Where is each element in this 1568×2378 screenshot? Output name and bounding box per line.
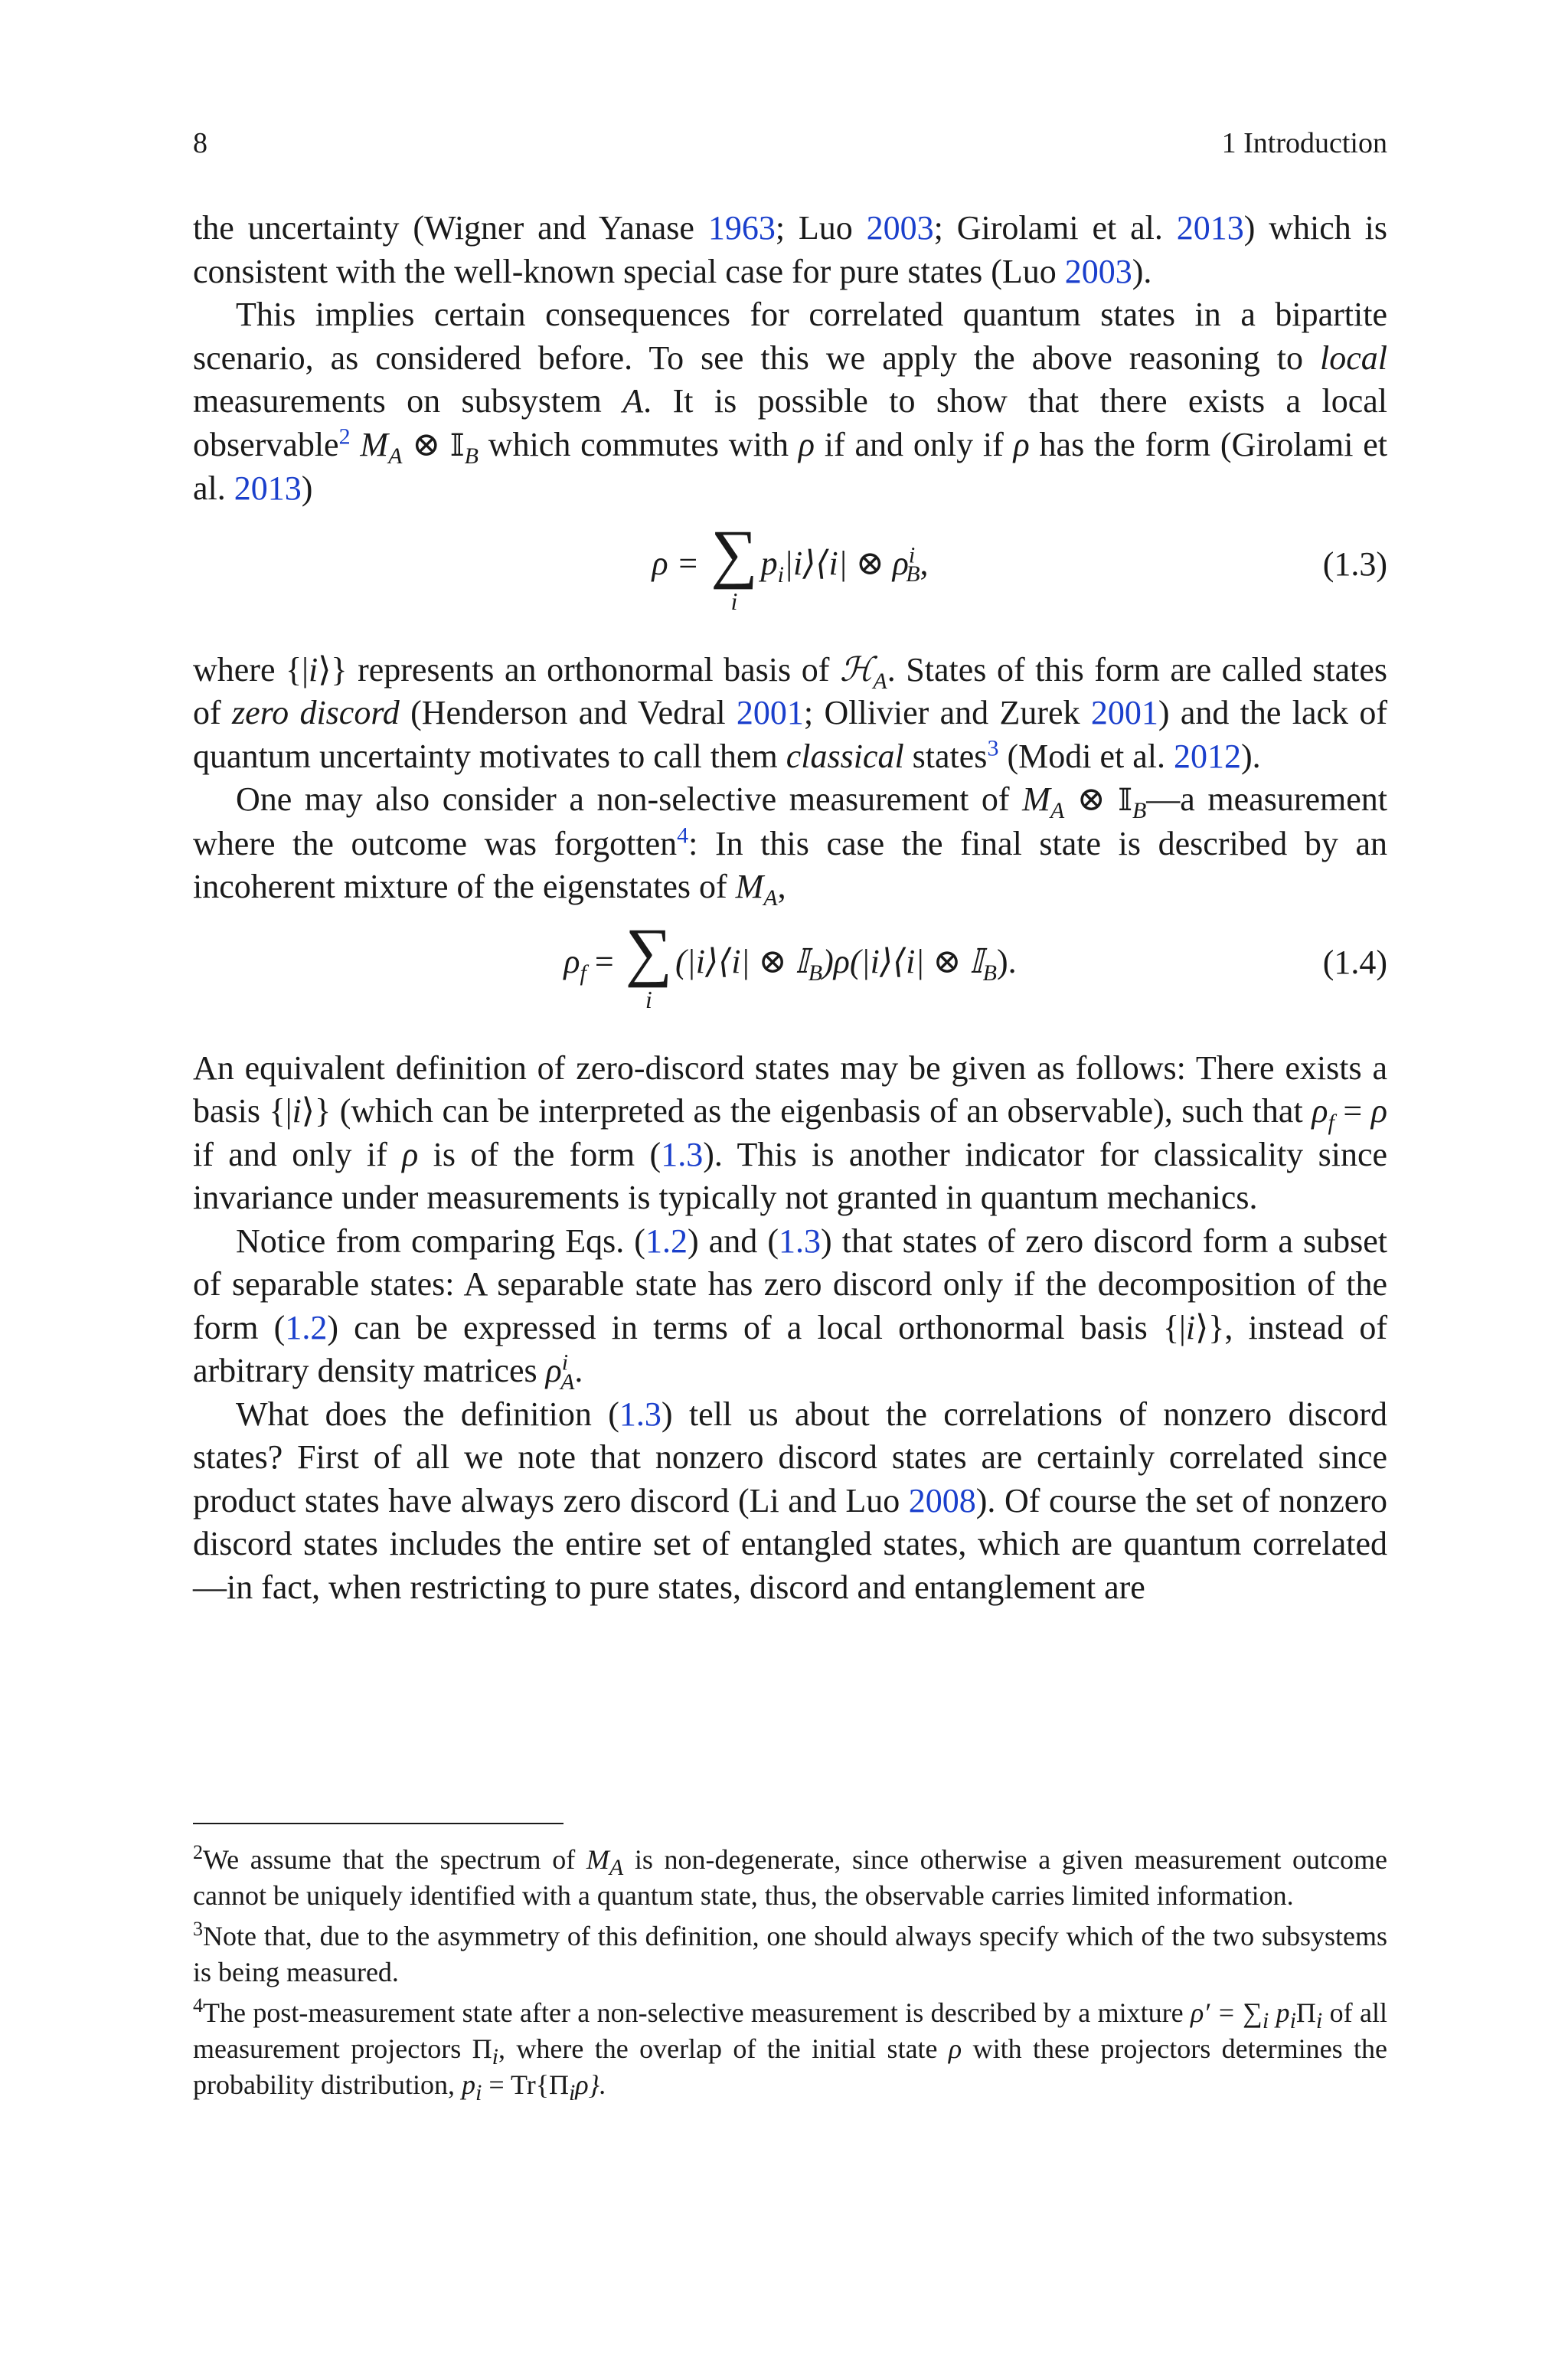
equation-ref[interactable]: 1.3 <box>619 1395 662 1433</box>
equation-ref[interactable]: 1.3 <box>778 1222 821 1260</box>
running-header <box>193 124 1387 162</box>
emphasis: local <box>1320 339 1387 377</box>
running-head-title: 1 Introduction <box>1221 127 1387 159</box>
citation-link[interactable]: 2013 <box>234 469 302 507</box>
citation-link[interactable]: 2003 <box>1064 252 1132 290</box>
emphasis: zero discord <box>231 694 400 731</box>
footnote-ref-4[interactable]: 4 <box>677 822 689 848</box>
paragraph-4: One may also consider a non-selective measurement of $M_A$ ⊗ 𝕀$_B$—a measurement where the outcome was forgotten$^4$: In this case the final state is described by an incoherent mixture of the eigenstates of $M_A$, <box>193 780 1388 911</box>
citation-link[interactable]: 2012 <box>1173 737 1241 775</box>
page-number: 8 <box>193 127 207 159</box>
citation-link[interactable]: 1963 <box>707 209 776 247</box>
equation-ref[interactable]: 1.3 <box>661 1135 704 1173</box>
paragraph-6: Notice from comparing Eqs. (1.2) and (1.3) that states of zero discord form a subset of separable states: A separable state has zero discord only if the decomposition of the form (1.2) can be expressed in terms of a local orthonormal basis {|i⟩}, instead of arbitrary density matrices $\rho^i_A$. <box>193 1222 1387 1395</box>
footnote-4: $^4$The post-measurement state after a non-selective measurement is described by a mixture $\rho' = \sum_i$ $p_i\Pi_i$ of all measurement projectors $\Pi_i$, where the overlap of the initial state ρ with these projectors determines the probability distribution, $p_i = Tr\{\Pi_i\rho\}$. <box>193 1994 1387 2106</box>
equation-ref[interactable]: 1.2 <box>285 1308 328 1346</box>
equation-math: $\rho_f$ = ∑ i (|i⟩⟨i| ⊗ 𝕀$_B$)ρ(|i⟩⟨i| ⊗ 𝕀$_B$). <box>564 914 1017 1013</box>
summation-sign: ∑ i <box>625 914 672 1013</box>
equation-1-3 <box>193 515 1387 635</box>
citation-link[interactable]: 2001 <box>1090 694 1158 731</box>
paragraph-2: This implies certain consequences for correlated quantum states in a bipartite scenario, as considered before. To see this we apply the above reasoning to local measurements on subsystem A. It is possible to show that there exists a local observable$^2$ $M_A$ ⊗ 𝕀$_B$ which commutes with ρ if and only if ρ has the form (Girolami et al. 2013) <box>193 296 1388 507</box>
citation-link[interactable]: 2013 <box>1176 209 1244 247</box>
summation-sign: ∑ i <box>710 515 758 615</box>
citation-link[interactable]: 2003 <box>866 209 934 247</box>
emphasis: classical <box>786 737 904 775</box>
main-text <box>193 207 1387 1609</box>
footnote-ref-2[interactable]: 2 <box>338 423 351 449</box>
citation-link[interactable]: 2008 <box>908 1481 976 1519</box>
footnote-3: $^3$Note that, due to the asymmetry of this definition, one should always specify which of the two subsystems is being measured. <box>193 1918 1387 1987</box>
footnote-2: $^2$We assume that the spectrum of $M_A$ is non-degenerate, since otherwise a given measurement outcome cannot be uniquely identified with a quantum state, thus, the observable carries limited information. <box>193 1841 1387 1911</box>
footnotes <box>193 1842 1387 2108</box>
equation-number: (1.4) <box>1322 943 1387 981</box>
equation-number: (1.3) <box>1322 545 1387 583</box>
paragraph-3: where {|i⟩} represents an orthonormal basis of ℋ$_A$. States of this form are called states of zero discord (Henderson and Vedral 2001; Ollivier and Zurek 2001) and the lack of quantum uncertainty motivates to call them classical states$^3$ (Modi et al. 2012). <box>193 650 1388 775</box>
equation-ref[interactable]: 1.2 <box>645 1222 688 1260</box>
paragraph-7: What does the definition (1.3) tell us about the correlations of nonzero discord states? First of all we note that nonzero discord states are certainly correlated since product states have always zero discord (Li and Luo 2008). Of course the set of nonzero discord states includes the entire set of entangled states, which are quantum correlated—in fact, when restricting to pure states, discord and entanglement are <box>193 1395 1387 1606</box>
citation-link[interactable]: 2001 <box>736 694 804 731</box>
equation-math: ρ = ∑ i $p_i|i⟩⟨i|$ ⊗ $\rho^i_B$, <box>652 515 929 615</box>
equation-1-4 <box>193 914 1387 1033</box>
paragraph-1: the uncertainty (Wigner and Yanase 1963; Luo 2003; Girolami et al. 2013) which is consistent with the well-known special case for pure states (Luo 2003). <box>193 209 1387 290</box>
footnote-ref-3[interactable]: 3 <box>987 734 999 761</box>
paragraph-5: An equivalent definition of zero-discord states may be given as follows: There exists a basis {|i⟩} (which can be interpreted as the eigenbasis of an observable), such that $\rho_f = \rho$ if and only if ρ is of the form (1.3). This is another indicator for classicality since invariance under measurements is typically not granted in quantum mechanics. <box>193 1048 1387 1216</box>
footnote-divider <box>193 1823 564 1824</box>
